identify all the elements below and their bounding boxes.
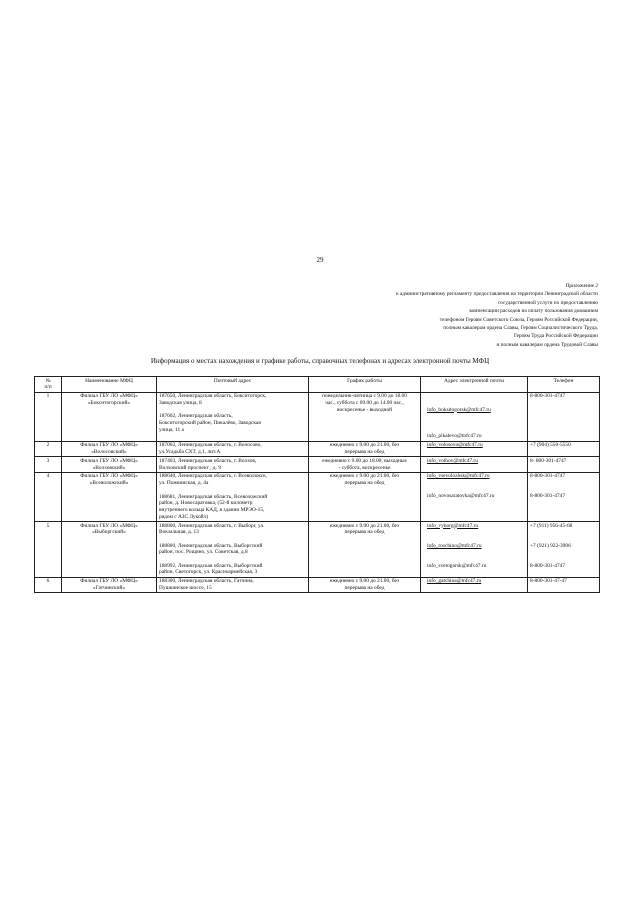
address-line: ул.Усадьба СХТ, д.1, лит.А <box>159 448 221 455</box>
appendix-line: к административному регламенту предоставления на территории Ленинградской области <box>396 291 598 298</box>
mfc-name-line: «Выборгский» <box>92 529 126 536</box>
appendix-line: государственной услуги по предоставлению <box>498 299 598 306</box>
schedule-line: перерыва на обед <box>344 529 385 536</box>
appendix-line: Героям Труда Российской Федерации <box>513 333 598 340</box>
address-line: 187650, Ленинградская область, Бокситогорск, <box>159 393 267 400</box>
row-number: 1 <box>35 392 62 441</box>
phone-line: 8-800-301-4747 <box>530 393 566 400</box>
table-header-row <box>35 377 600 393</box>
spacer <box>530 480 597 487</box>
phone-number <box>528 577 600 593</box>
email-link[interactable]: info_volhov@mfc47.ru <box>427 457 478 464</box>
email-link[interactable]: info_boksitogorsk@mfc47.ru <box>427 406 491 413</box>
address-line: ул. Пожвинская, д. 4а <box>159 480 209 487</box>
spacer <box>159 536 306 543</box>
postal-address <box>157 441 309 457</box>
address-line: район, д. Новосаратовка, (52-й километр <box>159 500 253 507</box>
address-line: 188640, Ленинградская область, г. Всеволожск, <box>159 473 268 480</box>
work-schedule <box>309 457 421 473</box>
schedule-line: час., суббота с 09.00 до 14.00 час., <box>325 399 404 406</box>
schedule-line: - суббота, воскресенье <box>338 464 391 471</box>
address-line: район, пос. Рощино, ул. Советская, д.8 <box>159 549 248 556</box>
spacer <box>423 400 525 407</box>
phone-number <box>528 457 600 473</box>
phone-line: 8- 800-301-4747 <box>530 457 567 464</box>
phone-line: +7 (904) 550-5550 <box>530 442 571 449</box>
header-name: Наименование МФЦ <box>62 377 157 393</box>
header-address: Почтовый адрес <box>157 377 309 393</box>
address-line: внутреннего кольца КАД, в здании МРЭО-15, <box>159 506 265 513</box>
email-link[interactable]: info_novosaratovka@mfc47.ru <box>427 493 495 500</box>
spacer <box>530 487 597 494</box>
email-link[interactable]: info_pikalevo@mfc47.ru <box>427 433 482 440</box>
address-line: 187403, Ленинградская область, г. Волхов, <box>159 457 257 464</box>
address-line: Волховский проспект , д. 9 <box>159 464 221 471</box>
table-row <box>35 392 600 441</box>
mfc-name <box>62 457 157 473</box>
appendix-line: телефоном Героям Советского Союза, Героям Российской Федерации, <box>439 316 598 323</box>
spacer <box>423 556 525 563</box>
row-number: 5 <box>35 521 62 577</box>
address-line: 187602, Ленинградская область, <box>159 413 233 420</box>
email-link[interactable]: info_roschino@mfc47.ru <box>427 542 482 549</box>
work-schedule <box>309 441 421 457</box>
spacer <box>530 529 597 536</box>
work-schedule <box>309 521 421 577</box>
mfc-name-line: «Волосовский» <box>91 448 127 455</box>
postal-address <box>157 577 309 593</box>
address-line: улица, 11 а <box>159 426 184 433</box>
address-line: 188800, Ленинградская область, г. Выборг, ул. <box>159 522 265 529</box>
work-schedule <box>309 577 421 593</box>
appendix-header <box>258 282 598 349</box>
work-schedule <box>309 472 421 521</box>
spacer <box>530 549 597 556</box>
schedule-line: ежедневно с 9.00 до 21.00, без <box>329 522 400 529</box>
mfc-info-table <box>34 376 600 593</box>
spacer <box>423 536 525 543</box>
phone-number <box>528 392 600 441</box>
schedule-line: ежедневно с 9.00 до 18.00, выходные <box>322 457 407 464</box>
address-line: рядом с АЗС Лукойл) <box>159 513 209 520</box>
mfc-name <box>62 392 157 441</box>
address-line: 188681, Ленинградская область, Всеволожский <box>159 493 268 500</box>
schedule-line: перерыва на обед <box>344 448 385 455</box>
header-phone: Телефон <box>528 377 600 393</box>
postal-address <box>157 472 309 521</box>
header-num: № п/п <box>35 377 62 393</box>
email-link[interactable]: info_svetogorsk@mfc47.ru <box>427 562 487 569</box>
email-address <box>421 441 528 457</box>
row-number: 2 <box>35 441 62 457</box>
mfc-name-line: Филиал ГБУ ЛО «МФЦ» <box>80 442 138 449</box>
address-line: Бокситогорский район, Пикалёво, Заводская <box>159 419 261 426</box>
schedule-line: воскресенье - выходной <box>336 406 393 413</box>
mfc-name-line: «Бокситогорский» <box>87 399 131 406</box>
mfc-name-line: «Всеволожский» <box>89 480 129 487</box>
address-line: 188800, Ленинградская область, Выборгский <box>159 542 263 549</box>
table-row <box>35 441 600 457</box>
phone-line: 8-800-301-47-47 <box>530 578 567 585</box>
email-address <box>421 521 528 577</box>
row-number: 3 <box>35 457 62 473</box>
spacer <box>530 536 597 543</box>
email-link[interactable]: info_gatchina@mfc47.ru <box>427 578 482 585</box>
appendix-line: и полным кавалерам ордена Трудовой Славы <box>496 341 598 348</box>
phone-number <box>528 472 600 521</box>
phone-line: 8-800-301-4747 <box>530 562 566 569</box>
postal-address <box>157 392 309 441</box>
email-address <box>421 472 528 521</box>
mfc-name-line: Филиал ГБУ ЛО «МФЦ» <box>80 457 138 464</box>
header-email: Адрес электронной почты <box>421 377 528 393</box>
mfc-name <box>62 441 157 457</box>
schedule-line: ежедневно с 9.00 до 21.00, без <box>329 442 400 449</box>
document-title: Информация о местах нахождения и графике работы, справочных телефонах и адресах электронной почты МФЦ <box>150 357 490 365</box>
address-line: 188300, Ленинградская область, Гатчина, <box>159 578 254 585</box>
mfc-name-line: «Волховский» <box>92 464 126 471</box>
spacer <box>423 549 525 556</box>
mfc-name-line: «Гатчинский» <box>92 584 126 591</box>
phone-line: +7 (921) 922-3906 <box>530 542 571 549</box>
mfc-name-line: Филиал ГБУ ЛО «МФЦ» <box>80 473 138 480</box>
mfc-name-line: Филиал ГБУ ЛО «МФЦ» <box>80 393 138 400</box>
postal-address <box>157 521 309 577</box>
email-link[interactable]: info_vsevolozhsk@mfc47.ru <box>427 473 490 480</box>
address-line: Вокзальная, д. 13 <box>159 529 199 536</box>
spacer <box>159 487 306 494</box>
mfc-name-line: Филиал ГБУ ЛО «МФЦ» <box>80 578 138 585</box>
phone-line: +7 (911) 956-45-68 <box>530 522 573 529</box>
mfc-name <box>62 521 157 577</box>
spacer <box>530 556 597 563</box>
address-line: Пушкинское шоссе, 15 <box>159 584 212 591</box>
header-schedule: График работы <box>309 377 421 393</box>
table-row <box>35 577 600 593</box>
row-number: 6 <box>35 577 62 593</box>
schedule-line: ежедневно с 9.00 до 21.00, без <box>329 578 400 585</box>
address-line: 187002, Ленинградская область, г. Волосово, <box>159 442 262 449</box>
mfc-name <box>62 577 157 593</box>
mfc-name-line: Филиал ГБУ ЛО «МФЦ» <box>80 522 138 529</box>
appendix-line: полным кавалерам ордена Славы, Героям Социалистического Труда, <box>443 325 598 332</box>
email-link[interactable]: info_vyborg@mfc47.ru <box>427 522 479 529</box>
table-row <box>35 457 600 473</box>
phone-line: 8-800-301-4747 <box>530 473 566 480</box>
schedule-line: ежедневно с 9.00 до 21.00, без <box>329 473 400 480</box>
spacer <box>423 420 525 427</box>
work-schedule <box>309 392 421 441</box>
mfc-name <box>62 472 157 521</box>
address-line: 188992, Ленинградская область, Выборгский <box>159 562 263 569</box>
schedule-line: перерыва на обед <box>344 480 385 487</box>
table-row <box>35 472 600 521</box>
appendix-line: Приложение 2 <box>565 283 598 289</box>
address-line: Заводская улица, 8 <box>159 399 202 406</box>
email-link[interactable]: info_volosovo@mfc47.ru <box>427 442 483 449</box>
spacer <box>423 529 525 536</box>
spacer <box>423 393 525 400</box>
phone-number <box>528 441 600 457</box>
spacer <box>159 556 306 563</box>
postal-address <box>157 457 309 473</box>
page-number: 29 <box>316 256 324 264</box>
address-line: район, Светогорск, ул. Красноармейская, 3 <box>159 569 258 576</box>
spacer <box>423 413 525 420</box>
email-address <box>421 457 528 473</box>
email-address <box>421 577 528 593</box>
spacer <box>423 480 525 487</box>
table-row <box>35 521 600 577</box>
email-address <box>421 392 528 441</box>
row-number: 4 <box>35 472 62 521</box>
schedule-line: понедельник-пятница с 9.00 до 18.00 <box>322 393 407 400</box>
phone-line: 8-800-301-4747 <box>530 493 566 500</box>
schedule-line: перерыва на обед <box>344 584 385 591</box>
phone-number <box>528 521 600 577</box>
appendix-line: компенсации расходов на оплату пользования домашним <box>469 308 598 315</box>
